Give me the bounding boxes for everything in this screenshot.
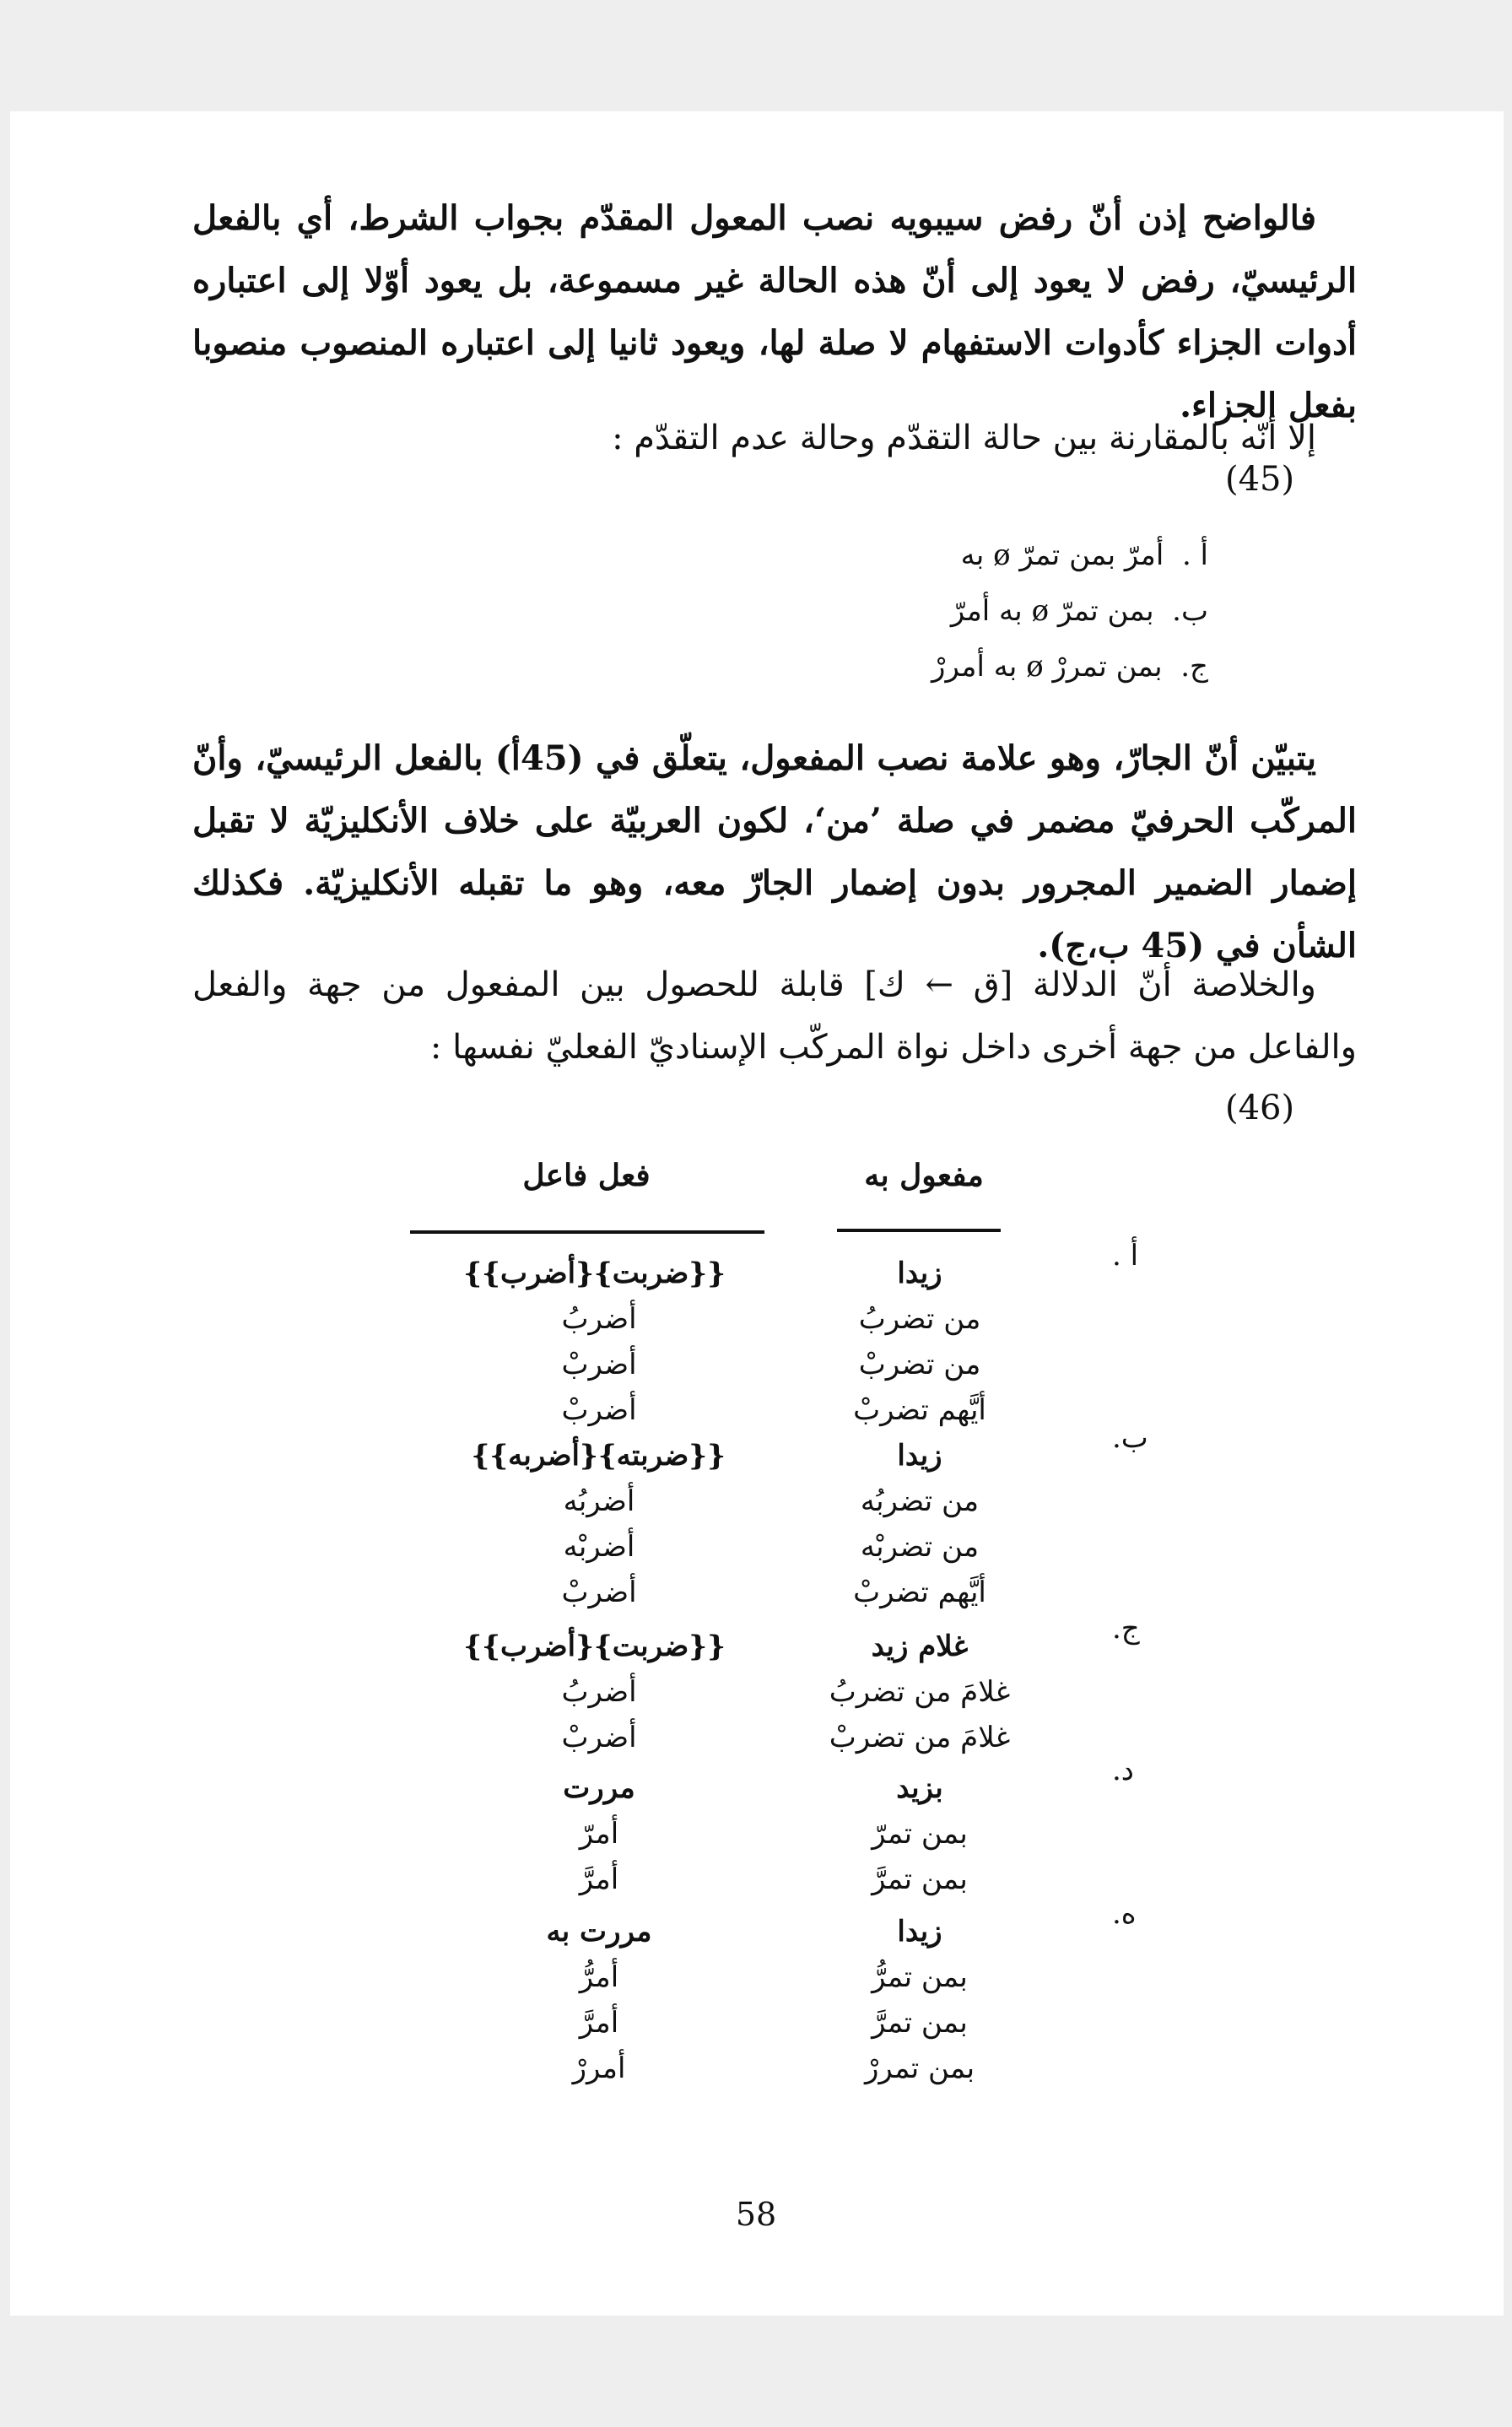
verb-cell: أمرَّ: [579, 1862, 619, 1896]
verb-cell: {{ضربت}{أضرب}}: [463, 1630, 726, 1663]
verb-cell: مررت به: [546, 1915, 652, 1949]
verb-cell: أضربْ: [561, 1348, 637, 1381]
group-label: أ .: [1112, 1239, 1139, 1273]
example-45-item-c: [932, 639, 1208, 695]
object-cell: بمن تمررْ: [864, 2051, 975, 2085]
object-cell: أيَّهم تضربْ: [853, 1576, 986, 1609]
object-cell: زيدا: [897, 1915, 942, 1949]
example-45-item-a: [932, 527, 1208, 583]
example-45-item-b: [932, 583, 1208, 639]
verb-cell: أضربُ: [561, 1302, 637, 1336]
item-label: أ .: [1181, 538, 1208, 572]
verb-cell: أضربْ: [561, 1576, 637, 1609]
item-text: أمرّ بمن تمرّ ø به: [960, 538, 1164, 572]
example-45-number: (45): [1225, 460, 1295, 499]
paragraph-1: فالواضح إذن أنّ رفض سيبويه نصب المعول المقدّم بجواب الشرط، أي بالفعل الرئيسيّ، رفض لا يعود إلى أنّ هذه الحالة غير مسموعة، بل يعود أوّلا إلى اعتباره أدوات الجزاء كأدوات الاستفهام لا صلة لها، ويعود ثانيا إلى اعتباره المنصوب منصوبا بفعل الجزاء.: [192, 198, 1357, 425]
header-rule-verb: [410, 1230, 764, 1234]
group-label: ج.: [1112, 1612, 1140, 1646]
object-cell: غلامَ من تضربْ: [829, 1721, 1011, 1754]
object-cell: بمن تمرّ: [872, 1817, 968, 1851]
object-cell: غلامَ من تضربُ: [829, 1675, 1011, 1709]
object-cell: أيَّهم تضربْ: [853, 1393, 986, 1427]
example-45-list: [932, 527, 1208, 695]
item-text: بمن تمررْ ø به أمررْ: [932, 650, 1163, 684]
object-cell: زيدا: [897, 1257, 942, 1290]
paragraph-2: إلا أنّه بالمقارنة بين حالة التقدّم وحالة عدم التقدّم :: [612, 419, 1316, 457]
paragraph-4: والخلاصة أنّ الدلالة [ق ← ك] قابلة للحصول بين المفعول من جهة والفعل والفاعل من جهة أخرى داخل نواة المركّب الإسناديّ الفعليّ نفسها :: [192, 965, 1357, 1067]
object-cell: من تضربُه: [860, 1484, 980, 1518]
object-cell: بمن تمرَّ: [872, 2006, 968, 2040]
object-cell: غلام زيد: [871, 1630, 969, 1663]
group-label: ب.: [1112, 1421, 1148, 1455]
verb-cell: أمرّ: [579, 1817, 619, 1851]
header-object: مفعول به: [864, 1158, 984, 1193]
verb-cell: مررت: [563, 1771, 635, 1805]
verb-cell: أضربْ: [561, 1393, 637, 1427]
item-text: بمن تمرّ ø به أمرّ: [950, 594, 1154, 628]
object-cell: من تضربْ: [858, 1348, 981, 1381]
example-46-number: (46): [1225, 1089, 1295, 1127]
verb-cell: أضربْ: [561, 1721, 637, 1754]
verb-cell: {{ضربته}{أضربه}}: [471, 1439, 726, 1473]
verb-cell: {{ضربت}{أضرب}}: [463, 1257, 726, 1290]
object-cell: بمن تمرُّ: [872, 1960, 968, 1994]
object-cell: من تضربُ: [858, 1302, 981, 1336]
group-label: ه.: [1112, 1897, 1137, 1931]
verb-cell: أضربْه: [563, 1530, 635, 1564]
verb-cell: أمرَّ: [579, 2006, 619, 2040]
verb-cell: أضربُ: [561, 1675, 637, 1709]
page-number: 58: [735, 2196, 777, 2233]
paragraph-3: يتبيّن أنّ الجارّ، وهو علامة نصب المفعول، يتعلّق في (45أ) بالفعل الرئيسيّ، وأنّ المركّب الحرفيّ مضمر في صلة ’من‘، لكون العربيّة على خلاف الأنكليزيّة لا تقبل إضمار الضمير المجرور بدون إضمار الجارّ معه، وهو ما تقبله الأنكليزيّة. فكذلك الشأن في (45 ب،ج).: [192, 738, 1357, 965]
object-cell: زيدا: [897, 1439, 942, 1473]
header-rule-object: [837, 1229, 1001, 1232]
item-label: ج.: [1180, 650, 1208, 684]
object-cell: بمن تمرَّ: [872, 1862, 968, 1896]
object-cell: من تضربْه: [860, 1530, 980, 1564]
group-label: د.: [1112, 1754, 1134, 1787]
verb-cell: أمررْ: [572, 2051, 626, 2085]
verb-cell: أمرُّ: [579, 1960, 619, 1994]
item-label: ب.: [1172, 594, 1208, 628]
object-cell: بزيد: [896, 1771, 943, 1805]
header-verb: فعل فاعل: [522, 1158, 651, 1193]
verb-cell: أضربُه: [563, 1484, 635, 1518]
